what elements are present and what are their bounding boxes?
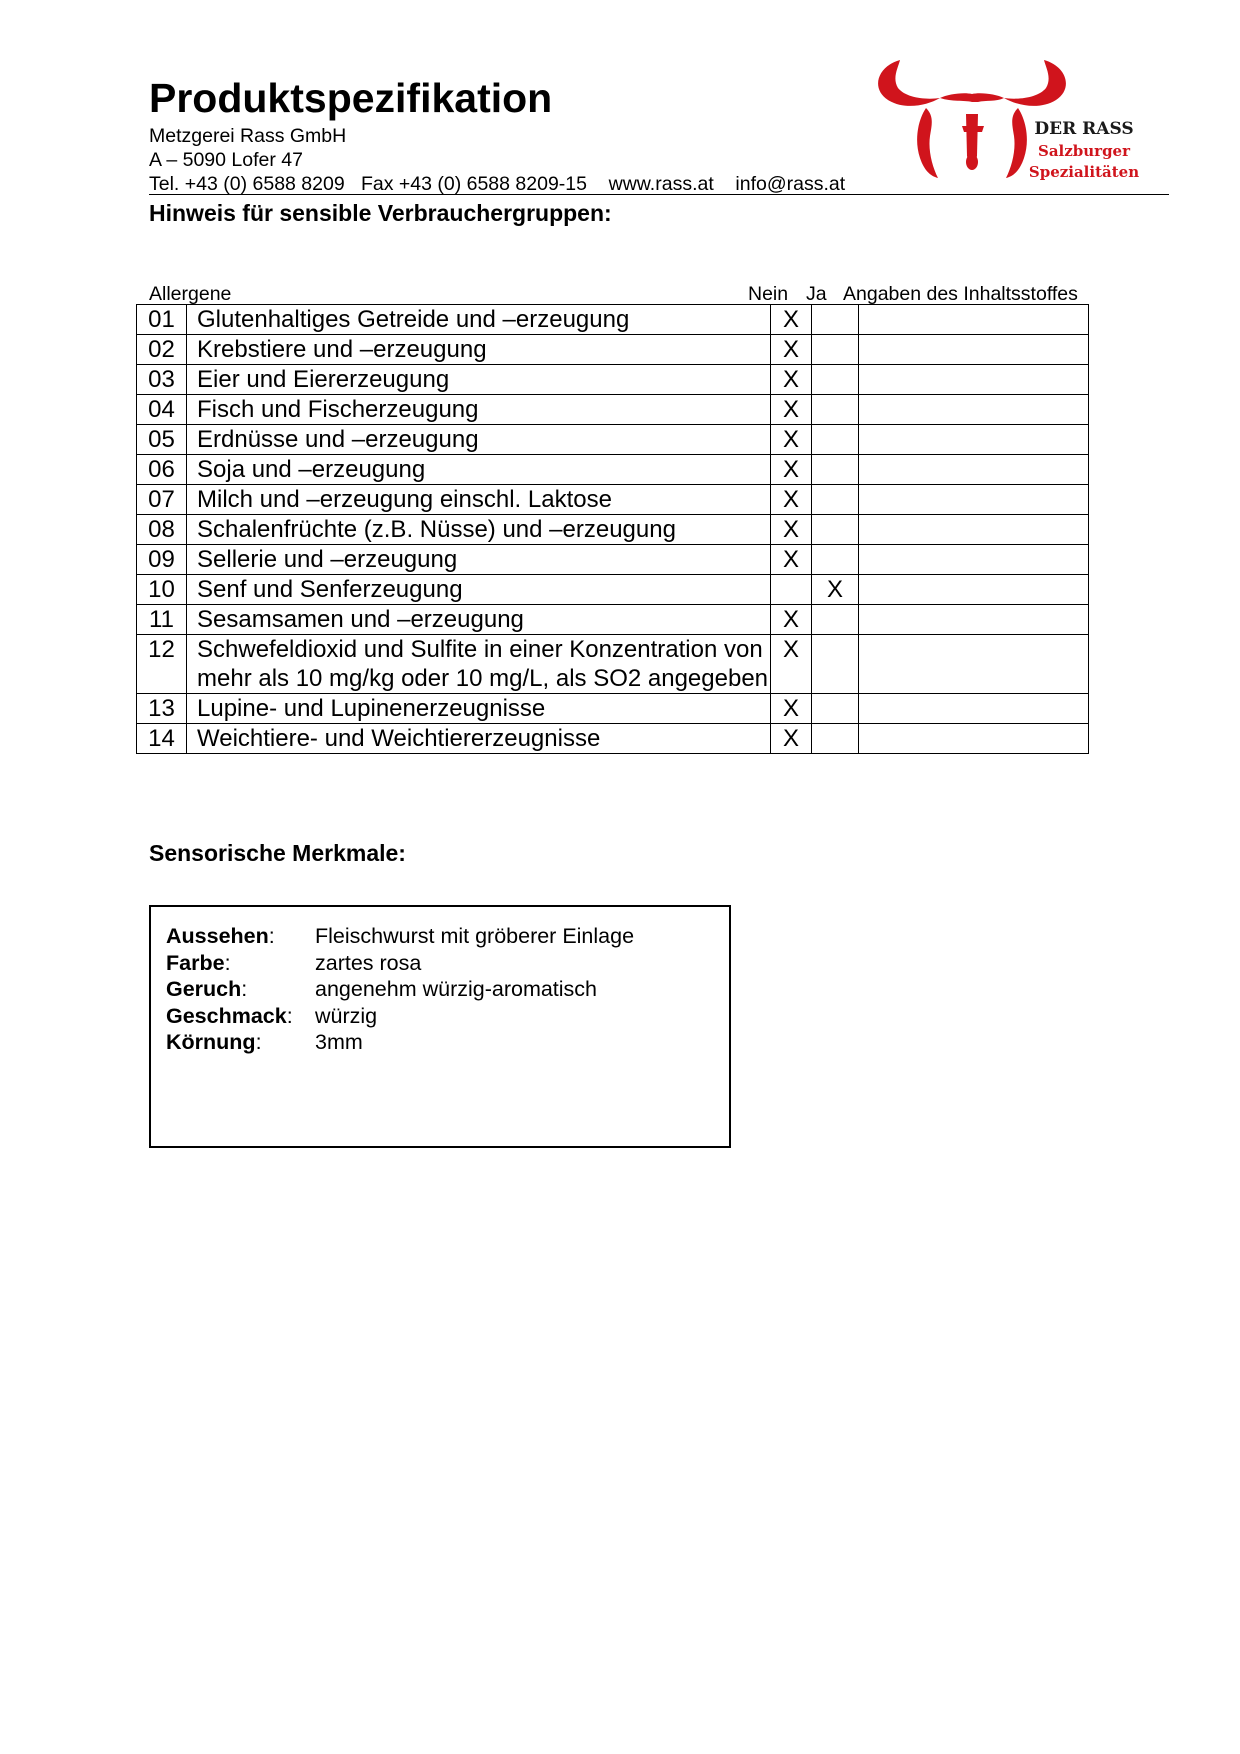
allergen-number: 13: [137, 694, 187, 724]
allergen-nein-mark: X: [771, 545, 812, 575]
allergen-number: 14: [137, 724, 187, 754]
sensory-row: [166, 1029, 363, 1055]
allergen-info: [859, 694, 1089, 724]
allergen-nein-mark: X: [771, 365, 812, 395]
allergen-name: Soja und –erzeugung: [187, 455, 771, 485]
allergen-row: [137, 694, 1089, 724]
allergen-number: 10: [137, 575, 187, 605]
allergen-row: [137, 485, 1089, 515]
allergen-name: Schalenfrüchte (z.B. Nüsse) und –erzeugung: [187, 515, 771, 545]
company-contact: Tel. +43 (0) 6588 8209 Fax +43 (0) 6588 8209-15 www.rass.at info@rass.at: [149, 173, 846, 195]
allergen-nein-mark: X: [771, 485, 812, 515]
allergen-row: [137, 305, 1089, 335]
allergen-name: Eier und Eiererzeugung: [187, 365, 771, 395]
allergen-name: Erdnüsse und –erzeugung: [187, 425, 771, 455]
allergen-ja-mark: [812, 455, 859, 485]
allergen-number: 04: [137, 395, 187, 425]
allergen-nein-mark: X: [771, 395, 812, 425]
allergen-number: 06: [137, 455, 187, 485]
allergen-nein-mark: X: [771, 605, 812, 635]
column-header-info: Angaben des Inhaltsstoffes: [843, 283, 1078, 305]
allergen-info: [859, 485, 1089, 515]
allergen-name: Schwefeldioxid und Sulfite in einer Konzentration von mehr als 10 mg/kg oder 10 mg/L, als SO2 angegeben: [187, 635, 771, 694]
allergen-info: [859, 455, 1089, 485]
allergen-ja-mark: [812, 635, 859, 694]
allergen-row: [137, 335, 1089, 365]
sensory-label-separator: :: [286, 1003, 293, 1028]
company-name: Metzgerei Rass GmbH: [149, 125, 347, 147]
sensory-box: [149, 905, 731, 1148]
allergen-info: [859, 545, 1089, 575]
allergen-ja-mark: [812, 605, 859, 635]
page-title: Produktspezifikation: [149, 75, 553, 121]
sensory-row: [166, 923, 635, 949]
allergen-number: 07: [137, 485, 187, 515]
sensory-value: angenehm würzig-aromatisch: [315, 977, 598, 1001]
allergen-table: [136, 304, 1089, 754]
allergen-name: Fisch und Fischerzeugung: [187, 395, 771, 425]
column-header-ja: Ja: [806, 283, 827, 305]
company-logo: [868, 58, 1158, 193]
allergen-ja-mark: [812, 485, 859, 515]
allergen-info: [859, 575, 1089, 605]
allergen-row: [137, 515, 1089, 545]
allergen-row: [137, 545, 1089, 575]
sensory-value: 3mm: [315, 1030, 363, 1054]
allergen-name: Milch und –erzeugung einschl. Laktose: [187, 485, 771, 515]
allergen-info: [859, 305, 1089, 335]
allergen-ja-mark: [812, 335, 859, 365]
logo-text-line1: DER RASS: [1034, 119, 1134, 139]
allergen-name: Sesamsamen und –erzeugung: [187, 605, 771, 635]
sensory-label-text: Farbe: [166, 950, 225, 975]
allergen-info: [859, 395, 1089, 425]
allergen-table-body: [137, 305, 1089, 754]
sensory-row: [166, 976, 598, 1002]
sensory-row: [166, 1003, 378, 1029]
sensory-label: [166, 924, 275, 948]
allergen-name: Sellerie und –erzeugung: [187, 545, 771, 575]
company-block: [149, 124, 346, 172]
allergen-info: [859, 515, 1089, 545]
allergen-info: [859, 605, 1089, 635]
allergen-nein-mark: X: [771, 425, 812, 455]
allergen-info: [859, 365, 1089, 395]
allergen-nein-mark: X: [771, 305, 812, 335]
allergen-row: [137, 605, 1089, 635]
allergen-nein-mark: X: [771, 335, 812, 365]
company-address: A – 5090 Lofer 47: [149, 149, 303, 171]
allergen-number: 05: [137, 425, 187, 455]
sensory-label-separator: :: [255, 1030, 262, 1054]
allergen-number: 02: [137, 335, 187, 365]
allergen-nein-mark: X: [771, 455, 812, 485]
allergen-number: 01: [137, 305, 187, 335]
sensory-label-separator: :: [224, 950, 231, 975]
allergen-number: 08: [137, 515, 187, 545]
logo-text-line3: Spezialitäten: [1028, 163, 1140, 181]
allergen-row: [137, 724, 1089, 754]
allergen-ja-mark: X: [812, 575, 859, 605]
allergen-ja-mark: [812, 395, 859, 425]
allergen-row: [137, 365, 1089, 395]
allergen-row: [137, 395, 1089, 425]
sensory-label-separator: :: [241, 977, 248, 1001]
allergen-row: [137, 575, 1089, 605]
allergen-ja-mark: [812, 425, 859, 455]
column-header-allergene: Allergene: [149, 283, 232, 305]
sensory-label-text: Geruch: [166, 977, 242, 1001]
allergen-ja-mark: [812, 545, 859, 575]
allergen-info: [859, 724, 1089, 754]
allergen-row: [137, 425, 1089, 455]
allergen-info: [859, 335, 1089, 365]
sensory-value: würzig: [315, 1003, 378, 1028]
allergen-number: 03: [137, 365, 187, 395]
allergen-nein-mark: [771, 575, 812, 605]
logo-text-line2: Salzburger: [1038, 142, 1130, 160]
allergen-info: [859, 425, 1089, 455]
sensory-value: zartes rosa: [315, 950, 422, 975]
allergen-nein-mark: X: [771, 724, 812, 754]
allergen-row: [137, 635, 1089, 694]
allergen-nein-mark: X: [771, 515, 812, 545]
allergen-info: [859, 635, 1089, 694]
sensory-heading: Sensorische Merkmale:: [149, 840, 406, 866]
sensory-label: [166, 977, 247, 1001]
sensory-label: [166, 951, 231, 975]
allergen-number: 12: [137, 635, 187, 694]
allergen-ja-mark: [812, 305, 859, 335]
sensory-label: [166, 1004, 293, 1028]
sensory-row: [166, 950, 422, 976]
allergen-name: Weichtiere- und Weichtiererzeugnisse: [187, 724, 771, 754]
allergen-ja-mark: [812, 694, 859, 724]
sensory-label: [166, 1030, 262, 1054]
column-header-nein: Nein: [748, 283, 789, 305]
allergen-name: Glutenhaltiges Getreide und –erzeugung: [187, 305, 771, 335]
sensory-label-text: Geschmack: [166, 1003, 287, 1028]
sensory-label-text: Körnung: [166, 1030, 256, 1054]
allergen-row: [137, 455, 1089, 485]
allergen-ja-mark: [812, 724, 859, 754]
allergen-nein-mark: X: [771, 635, 812, 694]
allergen-nein-mark: X: [771, 694, 812, 724]
allergen-name: Krebstiere und –erzeugung: [187, 335, 771, 365]
allergen-name: Senf und Senferzeugung: [187, 575, 771, 605]
allergen-name: Lupine- und Lupinenerzeugnisse: [187, 694, 771, 724]
allergen-number: 11: [137, 605, 187, 635]
sensory-label-text: Aussehen: [166, 924, 269, 948]
sensory-label-separator: :: [268, 924, 275, 948]
allergen-ja-mark: [812, 515, 859, 545]
sensory-value: Fleischwurst mit gröberer Einlage: [315, 924, 635, 948]
hint-heading: Hinweis für sensible Verbrauchergruppen:: [149, 200, 612, 226]
allergen-ja-mark: [812, 365, 859, 395]
allergen-number: 09: [137, 545, 187, 575]
header-divider: [149, 194, 1169, 195]
